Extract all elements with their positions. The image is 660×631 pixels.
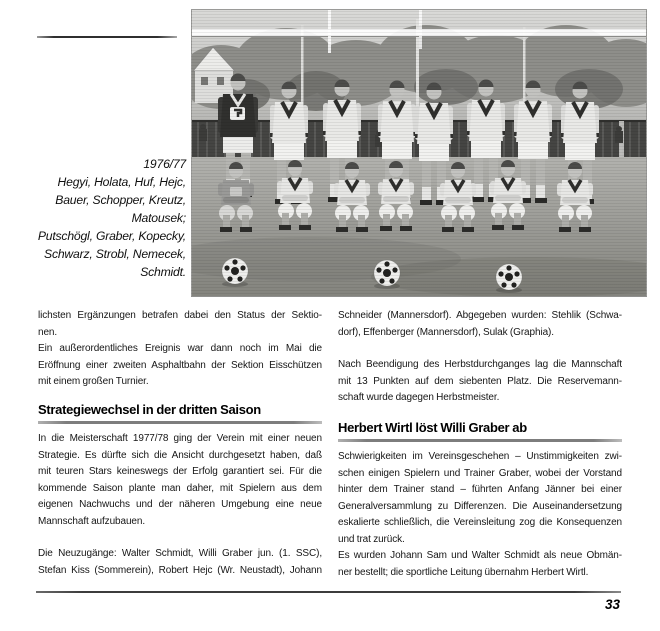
body-line: Eröffnung einer zweiten Asphaltbahn der Sektion Eisschützen <box>38 359 322 371</box>
left-column <box>38 308 322 579</box>
body-line: Die Neuzugänge: Walter Schmidt, Willi Graber jun. (1. SSC), <box>38 548 322 559</box>
body-line: dorf), Effenberger (Mannersdorf), Sulak (Graphia). <box>338 326 554 338</box>
body-line: eskalierte schließlich, die Vereinsleitung zog die Konsequenzen <box>338 517 622 528</box>
paragraph <box>38 431 322 530</box>
caption-line: Schmidt. <box>140 265 186 279</box>
body-line: lichsten Ergänzungen betrafen dabei den Status der Sektio- <box>38 310 322 321</box>
caption-line: Hegyi, Holata, Huf, Hejc, <box>57 175 186 189</box>
body-line: kommende Saison plante man daher, mit Spielern aus dem <box>38 482 322 494</box>
footer-rule <box>36 591 621 593</box>
team-photo <box>191 9 647 297</box>
body-line: In die Meisterschaft 1977/78 ging der Verein mit einer neuen <box>38 433 322 444</box>
section-heading: Strategiewechsel in der dritten Saison <box>38 401 261 417</box>
body-line: schen einigen Spielern und Trainer Graber, wobei der Vorstand <box>338 467 622 479</box>
body-line: schaft wurde dagegen Herbstmeister. <box>338 392 500 403</box>
caption-line: 1976/77 <box>143 157 186 171</box>
body-line: Strategie. Es dürfte sich die Ansicht durchgesetzt haben, daß <box>38 449 322 461</box>
caption-line: Schwarz, Strobl, Nemecek, <box>44 247 186 261</box>
paragraph <box>38 308 322 391</box>
body-line: und trat zurück. <box>338 533 405 545</box>
top-rule <box>37 36 177 38</box>
body-line: Stefan Kiss (Sommerein), Robert Hejc (Wr. Neustadt), Johann <box>38 564 322 576</box>
body-line: mit 13 Punkten auf dem siebenten Platz. Die Reservemann- <box>338 375 622 387</box>
paragraph <box>338 357 622 407</box>
body-line: mit teuren Stars keineswegs der Erfolg garantiert sei. Für die <box>38 466 322 477</box>
heading-underline <box>338 439 622 442</box>
photo-caption <box>28 155 186 281</box>
body-line: Ein außerordentliches Ereignis war dann noch im Mai die <box>38 343 322 354</box>
caption-line: Matousek; <box>131 211 186 225</box>
paragraph <box>338 308 622 341</box>
body-line: eigenen Nachwuchs und der näheren Umgebung eine neue <box>38 499 322 510</box>
caption-line: Putschögl, Graber, Kopecky, <box>37 229 186 243</box>
section-heading: Herbert Wirtl löst Willi Graber ab <box>338 419 527 435</box>
body-line: nen. <box>38 326 58 338</box>
page-number: 33 <box>604 597 620 612</box>
body-line: Nach Beendigung des Herbstdurchganges lag die Mannschaft <box>338 359 622 370</box>
body-line: Es wurden Johann Sam und Walter Schmidt als neue Obmän- <box>338 550 622 561</box>
paragraph <box>338 449 622 581</box>
right-column <box>338 308 622 581</box>
heading-underline <box>38 421 322 424</box>
team-photo-graphic <box>191 9 647 297</box>
body-line: Mannschaft aufzubauen. <box>38 515 146 527</box>
caption-line: Bauer, Schopper, Kreutz, <box>55 193 186 207</box>
body-line: Schwierigkeiten im Vereinsgeschehen – Unstimmigkeiten zwi- <box>338 451 622 462</box>
body-line: ner bestellt; die sportliche Leitung übernahm Herbert Wirtl. <box>338 566 589 578</box>
body-line: hinter dem Trainer stand – führten Anfang Jänner bei einer <box>338 484 622 495</box>
body-line: Generalversammlung zu Differenzen. Die Auseinandersetzung <box>338 500 622 512</box>
paragraph <box>38 546 322 579</box>
body-line: Schneider (Mannersdorf). Abgegeben wurden: Stehlik (Schwa- <box>338 310 622 321</box>
body-line: mit einem großen Turnier. <box>38 376 149 387</box>
